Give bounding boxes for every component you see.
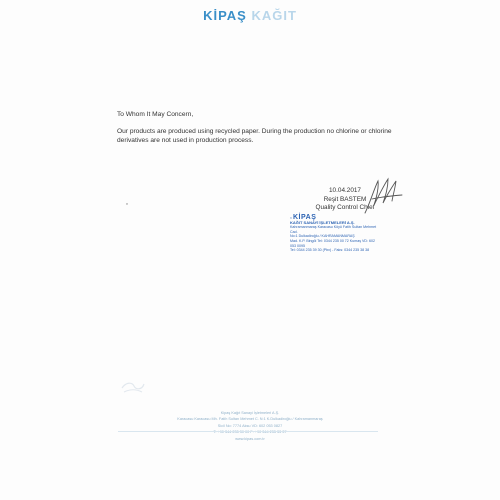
footer-divider (118, 431, 378, 432)
logo-sub: KAĞIT (251, 8, 297, 23)
stamp-brand: KİPAŞ (292, 214, 317, 221)
stamp-line: Kahramanmaraş Karacasu Köyü Fatih Sultan Mehmet Cad. (290, 225, 377, 234)
small-mark: * (126, 203, 128, 209)
stamp-line: Tel: 0344 235 39 30 (Pbx) - Faks: 0344 235 38 38 (290, 248, 370, 253)
salutation: To Whom It May Concern, (117, 111, 194, 118)
footer-sicil: Sicil No: 7774 Aksu VD: 602 053 0827 (217, 423, 283, 428)
footer-company: Kipaş Kağıt Sanayi İşletmeleri A.Ş. (220, 411, 280, 415)
letter-body (117, 110, 407, 153)
logo-brand: KİPAŞ (203, 8, 247, 23)
stamp-company: KAĞIT SANAYİ İŞLETMELERİ A.Ş. (290, 219, 355, 225)
company-logo (0, 8, 500, 23)
footer-address: Karacasu Karacasu Mh. Fatih Sultan Mehmet C. N:1 K.Dulkadiroğlu / Kahramanmaraş (177, 417, 323, 422)
signer-name: Reşit BASTEM (323, 195, 367, 203)
stamp-wave-icon: ≈ (290, 216, 292, 220)
footer-web: www.kipas.com.tr (235, 436, 265, 441)
company-stamp (290, 216, 380, 253)
signer-title: Quality Control Chief (315, 204, 375, 211)
handwritten-signature (362, 175, 404, 217)
stamp-line: Mad. K.P. Bingöl Tel: 0344 235 00 72 Kumaş VD: 602 053 0095 (290, 238, 375, 248)
footer-phone: T: +90 344 235 30 00 F: +90 344 235 33 37 (213, 430, 287, 435)
stamp-line: No:1 Dulkadiroğlu / KAHRAMANMARAŞ (290, 234, 355, 239)
footer (0, 410, 500, 442)
body-paragraph: Our products are produced using recycled paper. During the production no chlorine or chlorine derivatives are not used in production process. (117, 128, 392, 144)
faint-seal-mark (120, 380, 146, 394)
signature-date: 10.04.2017 (329, 187, 361, 194)
